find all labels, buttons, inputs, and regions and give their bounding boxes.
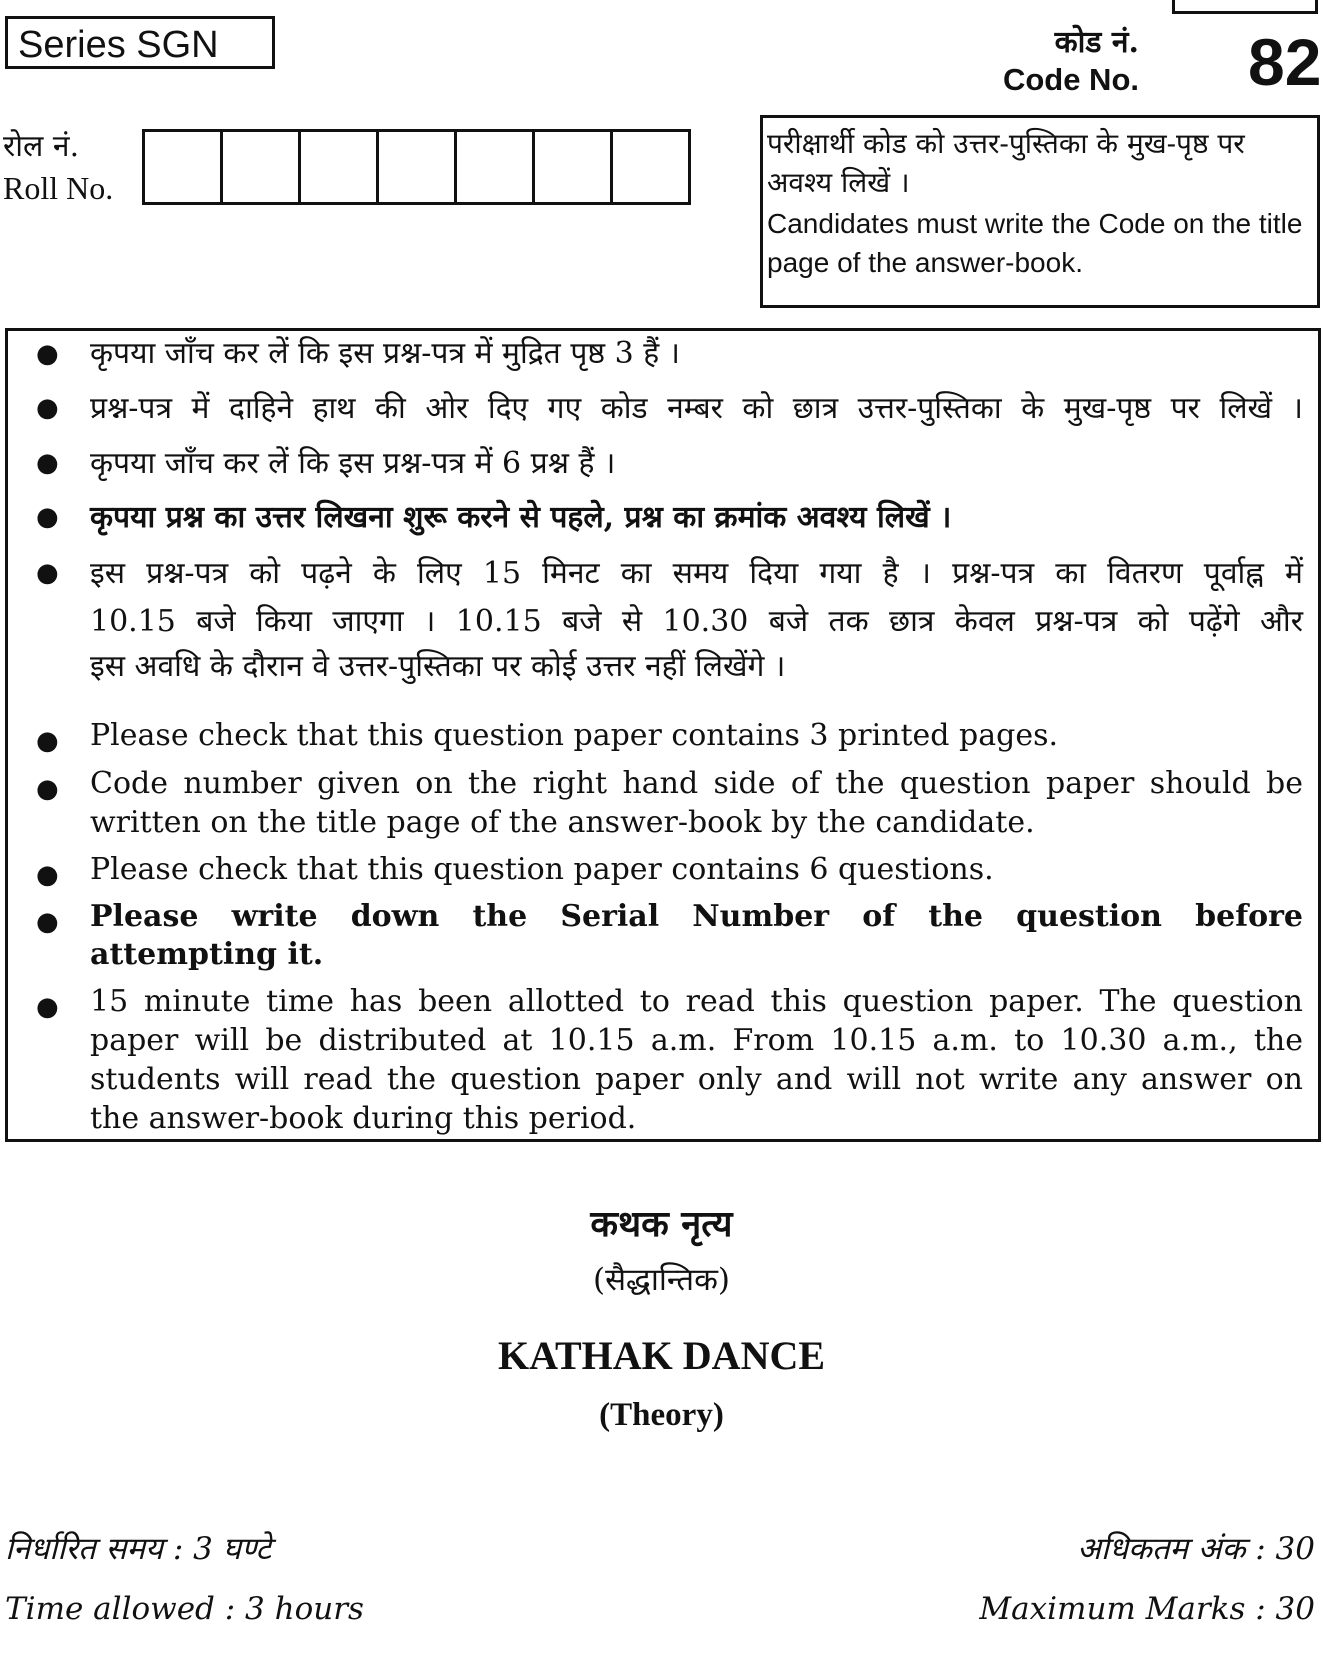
series-label: Series SGN [5,16,275,69]
roll-label-hindi: रोल नं. [3,129,80,164]
instruction-line: प्रश्न-पत्र में दाहिने हाथ की ओर दिए गए कोड नम्बर को छात्र उत्तर-पुस्तिका के मुख-पृष्ठ पर लिखें । [90,391,1303,426]
code-label: Code No. [1002,62,1139,97]
time-allowed: Time allowed : 3 hours [5,1591,364,1627]
instruction-line: Please write down the Serial Number of the question before [90,899,1303,934]
max-marks: Maximum Marks : 30 [979,1591,1315,1627]
instruction-line: the answer-book during this period. [90,1101,637,1136]
bullet: ● [36,558,59,588]
instruction-line: कृपया प्रश्न का उत्तर लिखना शुरू करने से पहले, प्रश्न का क्रमांक अवश्य लिखें । [90,500,952,535]
bullet: ● [36,502,59,532]
instructions-box [5,328,1321,1142]
bullet: ● [36,774,59,804]
roll-digit-box[interactable] [613,132,688,202]
bullet: ● [36,339,59,369]
instruction-line: paper will be distributed at 10.15 a.m. From 10.15 a.m. to 10.30 a.m., the [90,1023,1303,1058]
instruction-line: Please check that this question paper contains 3 printed pages. [90,718,1059,753]
bullet: ● [36,448,59,478]
subject-title-hindi: कथक नृत्य [590,1203,733,1245]
roll-digit-box[interactable] [223,132,301,202]
instruction-line: attempting it. [90,937,324,972]
subject-subtitle-hindi: (सैद्धान्तिक) [593,1262,730,1298]
instruction-line: कृपया जाँच कर लें कि इस प्रश्न-पत्र में मुद्रित पृष्ठ 3 हैं । [90,336,681,371]
bullet: ● [36,907,59,937]
instruction-line: इस प्रश्न-पत्र को पढ़ने के लिए 15 मिनट का समय दिया गया है । प्रश्न-पत्र का वितरण पूर्वाह्न में [90,556,1303,591]
bullet: ● [36,393,59,423]
instruction-line: Please check that this question paper contains 6 questions. [90,852,994,887]
time-allowed-hindi: निर्धारित समय : 3 घण्टे [5,1531,272,1567]
max-marks-hindi: अधिकतम अंक : 30 [1077,1531,1315,1567]
instruction-line: कृपया जाँच कर लें कि इस प्रश्न-पत्र में 6 प्रश्न हैं । [90,446,616,481]
instruction-line: Code number given on the right hand side of the question paper should be [90,766,1303,801]
instruction-line: written on the title page of the answer-book by the candidate. [90,805,1035,840]
roll-digit-box[interactable] [457,132,535,202]
bullet: ● [36,860,59,890]
code-number: 82 [1248,25,1322,99]
roll-digit-box[interactable] [379,132,457,202]
top-box [1172,0,1318,14]
roll-number-boxes[interactable] [142,129,691,205]
instruction-line: इस अवधि के दौरान वे उत्तर-पुस्तिका पर कोई उत्तर नहीं लिखेंगे । [90,649,786,684]
subject-title: KATHAK DANCE [497,1333,826,1378]
roll-digit-box[interactable] [535,132,613,202]
instruction-line: 10.15 बजे किया जाएगा । 10.15 बजे से 10.30 बजे तक छात्र केवल प्रश्न-पत्र को पढ़ेंगे और [90,604,1303,639]
roll-digit-box[interactable] [145,132,223,202]
bullet: ● [36,726,59,756]
subject-subtitle: (Theory) [599,1397,724,1433]
instruction-line: students will read the question paper only and will not write any answer on [90,1062,1303,1097]
roll-label: Roll No. [3,170,114,206]
notice-english: Candidates must write the Code on the title page of the answer-book. [767,208,1303,278]
roll-digit-box[interactable] [301,132,379,202]
bullet: ● [36,992,59,1022]
code-notice-box [760,115,1320,308]
notice-hindi: परीक्षार्थी कोड को उत्तर-पुस्तिका के मुख-पृष्ठ पर अवश्य लिखें । [767,127,1245,199]
code-label-hindi: कोड नं. [1054,25,1139,60]
instruction-line: 15 minute time has been allotted to read this question paper. The question [90,984,1303,1019]
